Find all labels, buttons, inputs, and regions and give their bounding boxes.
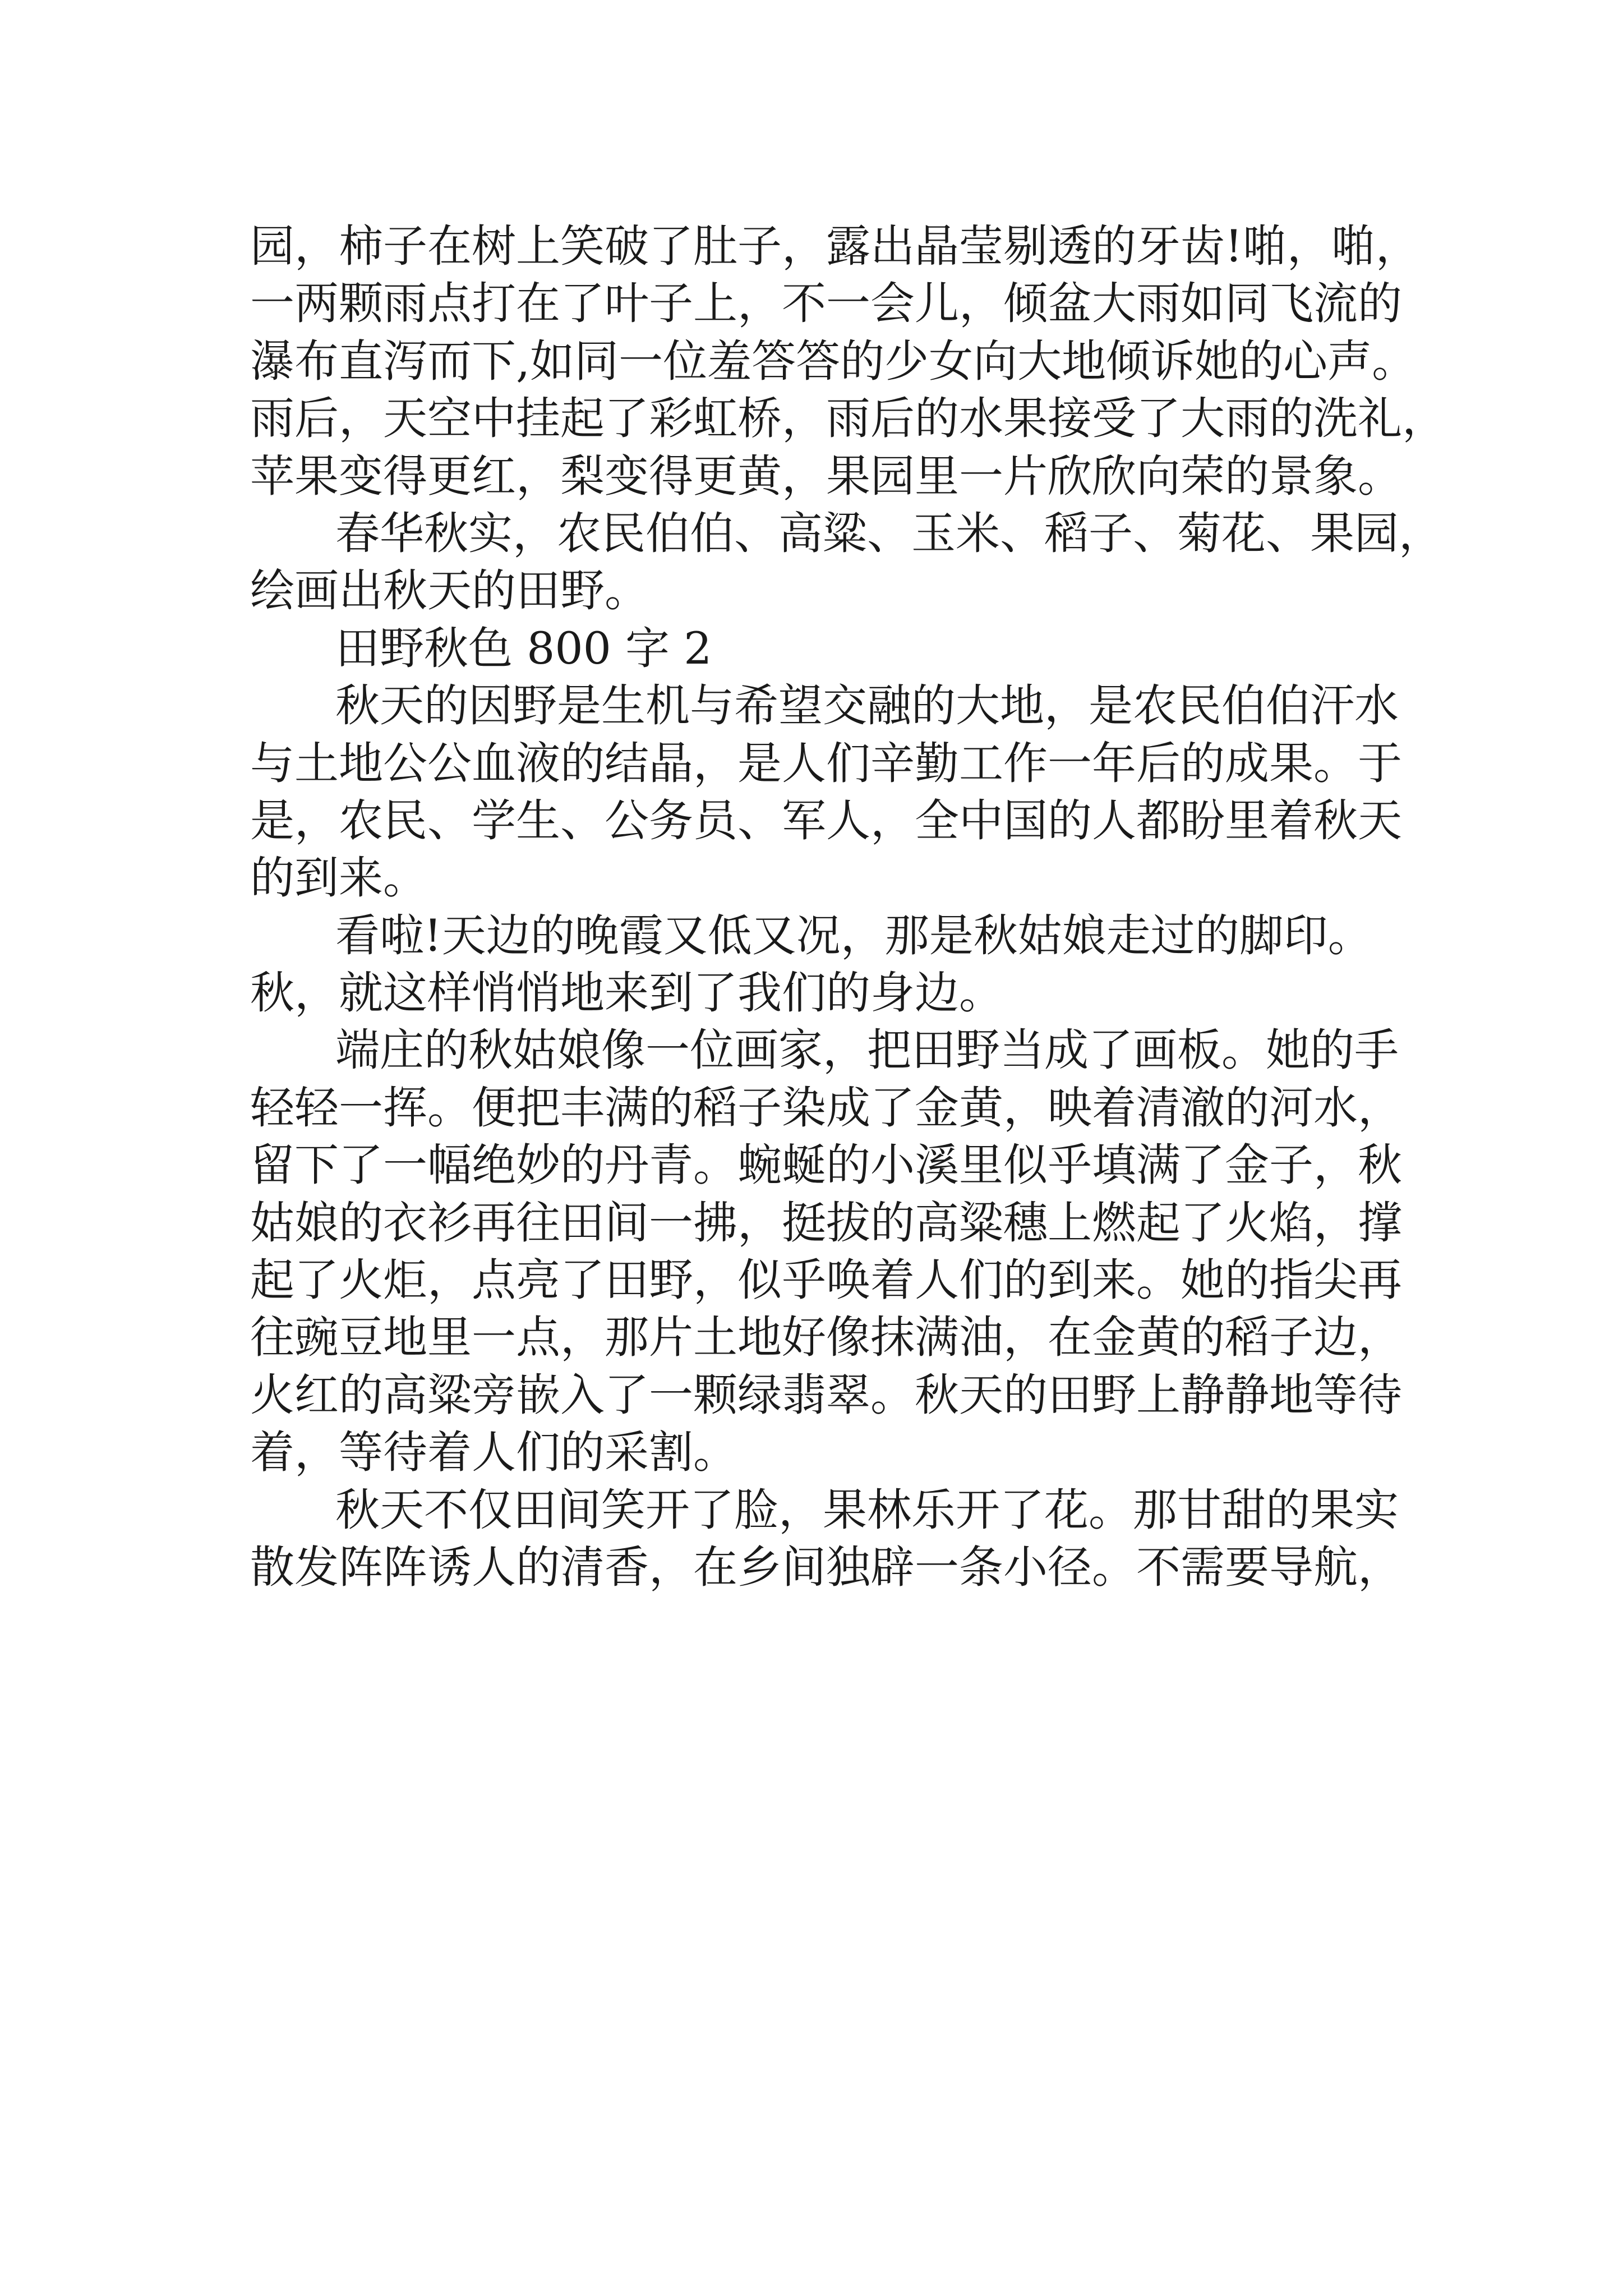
text-line: 苹果变得更红，梨变得更黄，果园里一片欣欣向荣的景象。 xyxy=(250,450,1402,502)
text-line: 看啦!天边的晚霞又低又况，那是秋姑娘走过的脚印。 xyxy=(335,909,1372,961)
text-line: 散发阵阵诱人的清香，在乡间独辟一条小径。不需要导航， xyxy=(250,1541,1402,1593)
body-text xyxy=(250,218,1446,1596)
text-line: 留下了一幅绝妙的丹青。蜿蜒的小溪里似乎填满了金子，秋 xyxy=(250,1139,1402,1191)
text-line: 秋天的因野是生机与希望交融的大地，是农民伯伯汗水 xyxy=(335,680,1399,732)
text-line: 园，柿子在树上笑破了肚子，露出晶莹剔透的牙齿!啪，啪， xyxy=(250,220,1420,272)
text-line: 轻轻一挥。便把丰满的稻子染成了金黄，映着清澈的河水， xyxy=(250,1082,1402,1134)
text-line: 瀑布直泻而下,如同一位羞答答的少女向大地倾诉她的心声。 xyxy=(250,335,1417,387)
text-line: 姑娘的衣衫再往田间一拂，挺拔的高粱穗上燃起了火焰，撑 xyxy=(250,1197,1402,1249)
text-line: 田野秋色 800 字 2 xyxy=(335,622,712,674)
text-line: 着，等待着人们的采割。 xyxy=(250,1427,737,1479)
text-line: 秋天不仅田间笑开了脸，果林乐开了花。那甘甜的果实 xyxy=(335,1484,1399,1536)
text-line: 雨后，天空中挂起了彩虹桥，雨后的水果接受了大雨的洗礼， xyxy=(250,393,1446,445)
text-line: 秋，就这样悄悄地来到了我们的身边。 xyxy=(250,967,1003,1019)
text-line: 的到来。 xyxy=(250,852,427,904)
text-line: 起了火炬，点亮了田野，似乎唤着人们的到来。她的指尖再 xyxy=(250,1254,1402,1306)
text-line: 端庄的秋姑娘像一位画家，把田野当成了画板。她的手 xyxy=(335,1024,1399,1076)
text-line: 与土地公公血液的结晶，是人们辛勤工作一年后的成果。于 xyxy=(250,737,1402,789)
text-line: 春华秋实，农民伯伯、高粱、玉米、稻子、菊花、果园， xyxy=(335,507,1443,559)
text-line: 是，农民、学生、公务员、军人，全中国的人都盼里着秋天 xyxy=(250,794,1402,846)
text-line: 往豌豆地里一点，那片土地好像抹满油，在金黄的稻子边， xyxy=(250,1312,1402,1364)
text-line: 一两颗雨点打在了叶子上，不一会儿，倾盆大雨如同飞流的 xyxy=(250,278,1402,330)
text-line: 绘画出秋天的田野。 xyxy=(250,565,649,617)
text-line: 火红的高粱旁嵌入了一颗绿翡翠。秋天的田野上静静地等待 xyxy=(250,1369,1402,1421)
